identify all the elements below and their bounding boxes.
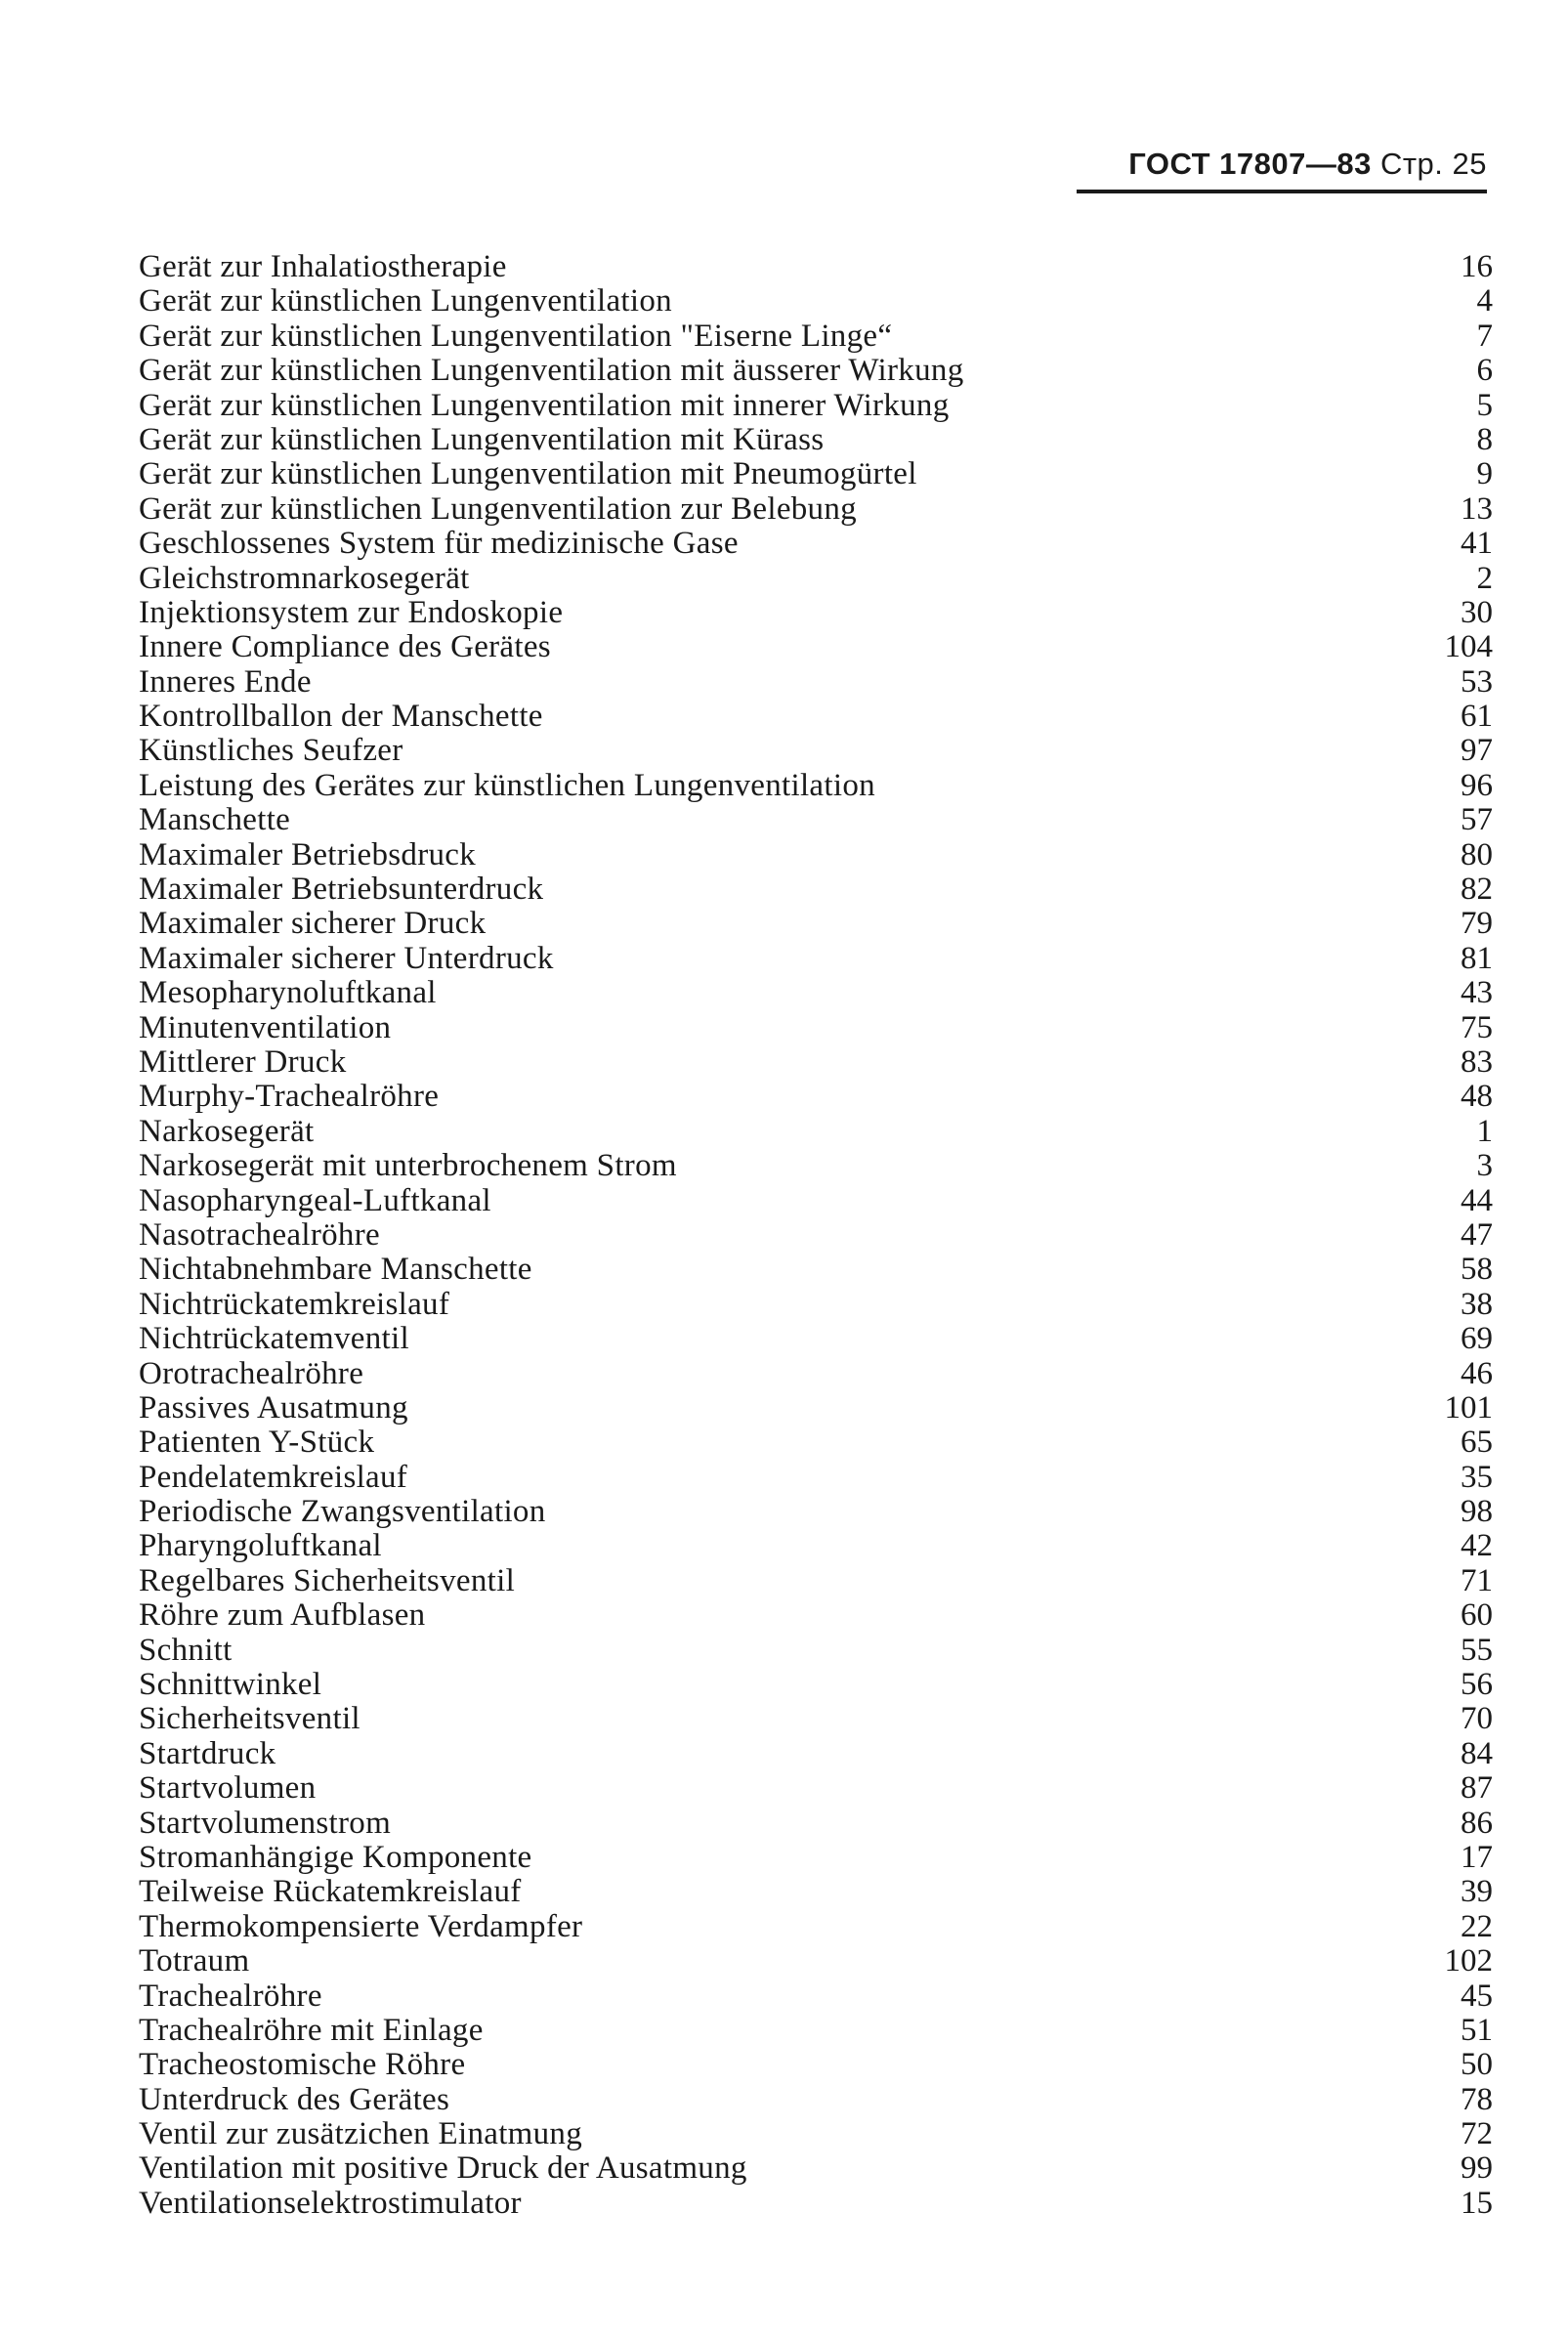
- index-entry: [139, 1080, 1493, 1114]
- index-number: 97: [1461, 733, 1493, 769]
- index-term: Gerät zur künstlichen Lungenventilation mit Pneumogürtel: [139, 456, 917, 492]
- header-line: [1077, 147, 1487, 182]
- index-term: Orotrachealröhre: [139, 1355, 364, 1391]
- index-term: Ventilationselektrostimulator: [139, 2185, 522, 2221]
- index-number: 45: [1461, 1978, 1493, 2014]
- index-term: Maximaler Betriebsdruck: [139, 836, 477, 872]
- index-term: Trachealröhre mit Einlage: [139, 2012, 484, 2048]
- index-entry: [139, 1495, 1493, 1529]
- index-number: 30: [1461, 594, 1493, 630]
- index-number: 15: [1461, 2185, 1493, 2221]
- index-number: 69: [1461, 1321, 1493, 1357]
- index-number: 60: [1461, 1597, 1493, 1634]
- index-number: 58: [1461, 1252, 1493, 1288]
- index-entry: [139, 250, 1493, 284]
- page-label: Стр. 25: [1379, 147, 1487, 181]
- index-term: Pharyngoluftkanal: [139, 1528, 382, 1564]
- index-number: 50: [1461, 2047, 1493, 2083]
- index-number: 57: [1461, 802, 1493, 838]
- index-number: 80: [1461, 836, 1493, 872]
- index-number: 7: [1476, 318, 1493, 354]
- index-entry: [139, 700, 1493, 734]
- index-number: 70: [1461, 1701, 1493, 1737]
- index-entry: [139, 1253, 1493, 1287]
- index-term: Gleichstromnarkosegerät: [139, 560, 470, 596]
- index-term: Thermokompensierte Verdampfer: [139, 1908, 583, 1944]
- index-entry: [139, 872, 1493, 907]
- index-number: 6: [1476, 353, 1493, 389]
- index-term: Minutenventilation: [139, 1009, 392, 1045]
- index-entry: [139, 1011, 1493, 1045]
- index-entry: [139, 838, 1493, 872]
- index-number: 51: [1461, 2012, 1493, 2048]
- index-number: 87: [1461, 1770, 1493, 1807]
- index-term: Nichtabnehmbare Manschette: [139, 1252, 532, 1288]
- index-term: Ventil zur zusätzichen Einatmung: [139, 2116, 583, 2152]
- index-entry: [139, 2083, 1493, 2117]
- index-number: 16: [1461, 249, 1493, 284]
- index-number: 104: [1444, 629, 1493, 665]
- index-number: 3: [1476, 1148, 1493, 1184]
- index-entry: [139, 2117, 1493, 2151]
- index-entry: [139, 1184, 1493, 1218]
- index-number: 5: [1476, 387, 1493, 423]
- index-number: 102: [1444, 1943, 1493, 1979]
- index-entry: [139, 1218, 1493, 1253]
- index-term: Schnitt: [139, 1632, 233, 1668]
- index-entry: [139, 2187, 1493, 2221]
- index-term: Stromanhängige Komponente: [139, 1839, 532, 1875]
- index-entry: [139, 457, 1493, 491]
- index-number: 83: [1461, 1043, 1493, 1080]
- index-entry: [139, 423, 1493, 457]
- index-entry: [139, 1357, 1493, 1391]
- index-number: 4: [1476, 283, 1493, 319]
- index-entry: [139, 596, 1493, 630]
- index-term: Ventilation mit positive Druck der Ausatmung: [139, 2150, 747, 2187]
- index-term: Schnittwinkel: [139, 1667, 322, 1703]
- index-number: 42: [1461, 1528, 1493, 1564]
- index-number: 71: [1461, 1562, 1493, 1598]
- index-number: 81: [1461, 940, 1493, 976]
- index-term: Gerät zur künstlichen Lungenventilation mit innerer Wirkung: [139, 387, 950, 423]
- index-term: Gerät zur künstlichen Lungenventilation: [139, 283, 672, 319]
- index-entry: [139, 1461, 1493, 1495]
- index-term: Startvolumen: [139, 1770, 317, 1807]
- index-term: Inneres Ende: [139, 663, 312, 700]
- index-number: 86: [1461, 1805, 1493, 1841]
- index-term: Trachealröhre: [139, 1978, 322, 2014]
- index-number: 43: [1461, 975, 1493, 1011]
- index-entry: [139, 1944, 1493, 1978]
- index-term: Mesopharynoluftkanal: [139, 975, 437, 1011]
- index-entry: [139, 2048, 1493, 2082]
- index-number: 101: [1444, 1389, 1493, 1425]
- index-term: Murphy-Trachealröhre: [139, 1079, 440, 1115]
- index-number: 96: [1461, 767, 1493, 803]
- index-term: Startdruck: [139, 1735, 276, 1771]
- index-number: 78: [1461, 2081, 1493, 2117]
- index-entry: [139, 1668, 1493, 1702]
- index-term: Regelbares Sicherheitsventil: [139, 1562, 516, 1598]
- standard-number: ГОСТ 17807—83: [1128, 147, 1372, 181]
- index-term: Injektionsystem zur Endoskopie: [139, 594, 564, 630]
- index-term: Künstliches Seufzer: [139, 733, 403, 769]
- index-number: 8: [1476, 421, 1493, 457]
- index-number: 53: [1461, 663, 1493, 700]
- index-number: 82: [1461, 872, 1493, 908]
- index-entry: [139, 1115, 1493, 1149]
- index-entry: [139, 1045, 1493, 1080]
- index-number: 55: [1461, 1632, 1493, 1668]
- index-number: 79: [1461, 906, 1493, 942]
- index-entry: [139, 630, 1493, 664]
- index-number: 98: [1461, 1494, 1493, 1530]
- index-number: 39: [1461, 1874, 1493, 1910]
- index-entry: [139, 1564, 1493, 1598]
- index-entry: [139, 284, 1493, 319]
- index-entry: [139, 1598, 1493, 1633]
- index-entry: [139, 527, 1493, 561]
- index-term: Nichtrückatemventil: [139, 1321, 409, 1357]
- index-term: Nichtrückatemkreislauf: [139, 1286, 450, 1322]
- index-term: Narkosegerät mit unterbrochenem Strom: [139, 1148, 677, 1184]
- index-entry: [139, 1634, 1493, 1668]
- index-term: Sicherheitsventil: [139, 1701, 360, 1737]
- index-entry: [139, 907, 1493, 941]
- index-entry: [139, 1771, 1493, 1806]
- index-entry: [139, 492, 1493, 527]
- index-term: Gerät zur künstlichen Lungenventilation "Eiserne Linge“: [139, 318, 893, 354]
- index-entry: [139, 1322, 1493, 1356]
- index-entry: [139, 1529, 1493, 1563]
- index-term: Teilweise Rückatemkreislauf: [139, 1874, 522, 1910]
- index-number: 72: [1461, 2116, 1493, 2152]
- index-term: Nasopharyngeal-Luftkanal: [139, 1182, 491, 1218]
- index-term: Maximaler sicherer Druck: [139, 906, 487, 942]
- index-number: 22: [1461, 1908, 1493, 1944]
- index-number: 44: [1461, 1182, 1493, 1218]
- index-term: Mittlerer Druck: [139, 1043, 347, 1080]
- index-number: 9: [1476, 456, 1493, 492]
- index-entry: [139, 1875, 1493, 1909]
- index-entry: [139, 1979, 1493, 2014]
- index-number: 61: [1461, 699, 1493, 735]
- index-entry: [139, 1288, 1493, 1322]
- index-entry: [139, 803, 1493, 837]
- index-number: 84: [1461, 1735, 1493, 1771]
- index-number: 65: [1461, 1425, 1493, 1461]
- alphabetical-index: [139, 250, 1493, 2221]
- index-entry: [139, 1425, 1493, 1460]
- index-number: 99: [1461, 2150, 1493, 2187]
- index-entry: [139, 1737, 1493, 1771]
- index-term: Patienten Y-Stück: [139, 1425, 375, 1461]
- index-term: Gerät zur Inhalatiostherapie: [139, 249, 507, 284]
- index-term: Kontrollballon der Manschette: [139, 699, 543, 735]
- index-number: 47: [1461, 1216, 1493, 1253]
- index-entry: [139, 319, 1493, 354]
- page-header: [1077, 147, 1487, 193]
- index-term: Tracheostomische Röhre: [139, 2047, 466, 2083]
- index-entry: [139, 562, 1493, 596]
- index-term: Innere Compliance des Gerätes: [139, 629, 551, 665]
- index-entry: [139, 1702, 1493, 1736]
- index-number: 2: [1476, 560, 1493, 596]
- index-entry: [139, 2014, 1493, 2048]
- index-term: Maximaler Betriebsunterdruck: [139, 872, 544, 908]
- index-term: Passives Ausatmung: [139, 1389, 408, 1425]
- index-number: 75: [1461, 1009, 1493, 1045]
- index-term: Unterdruck des Gerätes: [139, 2081, 450, 2117]
- index-term: Gerät zur künstlichen Lungenventilation mit Kürass: [139, 421, 825, 457]
- index-term: Totraum: [139, 1943, 250, 1979]
- index-term: Nasotrachealröhre: [139, 1216, 380, 1253]
- index-entry: [139, 1391, 1493, 1425]
- index-term: Röhre zum Aufblasen: [139, 1597, 426, 1634]
- index-entry: [139, 1841, 1493, 1875]
- index-term: Pendelatemkreislauf: [139, 1459, 408, 1495]
- index-entry: [139, 389, 1493, 423]
- index-entry: [139, 976, 1493, 1010]
- index-number: 13: [1461, 490, 1493, 527]
- index-entry: [139, 769, 1493, 803]
- index-number: 46: [1461, 1355, 1493, 1391]
- index-term: Geschlossenes System für medizinische Gase: [139, 526, 739, 562]
- index-number: 48: [1461, 1079, 1493, 1115]
- index-term: Startvolumenstrom: [139, 1805, 392, 1841]
- index-number: 38: [1461, 1286, 1493, 1322]
- index-entry: [139, 1149, 1493, 1183]
- index-entry: [139, 665, 1493, 700]
- index-term: Manschette: [139, 802, 291, 838]
- index-entry: [139, 942, 1493, 976]
- index-entry: [139, 354, 1493, 388]
- index-term: Periodische Zwangsventilation: [139, 1494, 546, 1530]
- index-entry: [139, 2151, 1493, 2186]
- index-term: Gerät zur künstlichen Lungenventilation zur Belebung: [139, 490, 857, 527]
- header-rule: [1077, 190, 1487, 193]
- index-number: 35: [1461, 1459, 1493, 1495]
- index-entry: [139, 734, 1493, 768]
- index-term: Leistung des Gerätes zur künstlichen Lungenventilation: [139, 767, 875, 803]
- index-number: 17: [1461, 1839, 1493, 1875]
- index-term: Narkosegerät: [139, 1113, 315, 1149]
- index-term: Gerät zur künstlichen Lungenventilation mit äusserer Wirkung: [139, 353, 964, 389]
- index-number: 41: [1461, 526, 1493, 562]
- index-number: 1: [1476, 1113, 1493, 1149]
- index-term: Maximaler sicherer Unterdruck: [139, 940, 554, 976]
- index-number: 56: [1461, 1667, 1493, 1703]
- index-entry: [139, 1910, 1493, 1944]
- index-entry: [139, 1807, 1493, 1841]
